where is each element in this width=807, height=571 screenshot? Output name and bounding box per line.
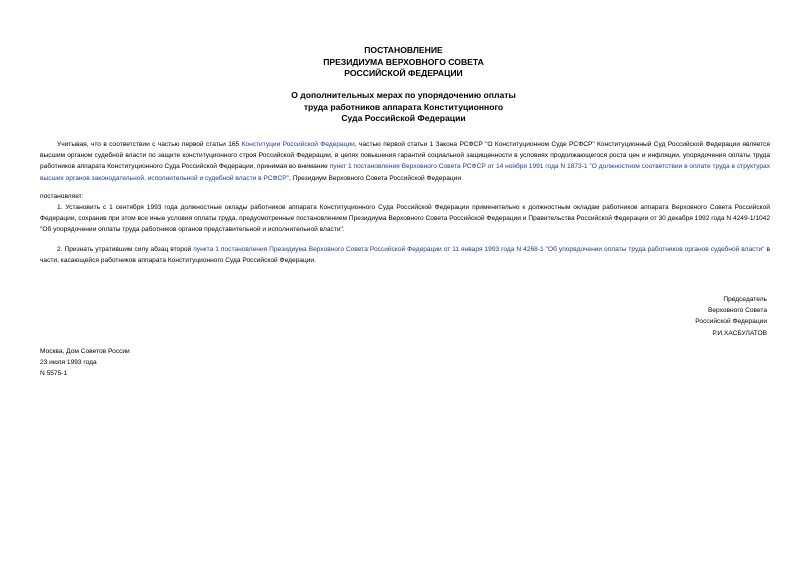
issuer-line-2: РОССИЙСКОЙ ФЕДЕРАЦИИ: [344, 68, 463, 78]
place-date-block: [40, 346, 130, 380]
resolution-1873-link[interactable]: пункт 1 постановления Верховного Совета РСФСР от 14 ноября 1991 года N 1873-1 "О должностном соответствии в оплате труда в структурах высших органов законодательной, исполнительной и судебной власти в РСФСР": [40, 163, 770, 182]
document-header: [0, 45, 807, 80]
preamble-text-3: , Президиум Верховного Совета Российской Федерации: [289, 174, 462, 182]
item-2-text-2: в части, касающейся работников аппарата Конституционного Суда Российской Федерации.: [40, 245, 770, 264]
item-2-text-1: 2. Признать утратившим силу абзац второй: [57, 245, 194, 253]
item-1-paragraph: 1. Установить с 1 сентября 1993 года должностные оклады работников аппарата Конституционного Суда Российской Федерации применительно к должностным окладам работников аппарата Верховного Совета Российской Федерации, сохранив при этом все иные условия оплаты труда, предусмотренные постановлением Президиума Верховного Совета Российской Федерации и Правительства Российской Федерации от 30 декабря 1992 года N 4249-1/1042 "Об упорядочении оплаты труда работников органов представительной и исполнительной власти".: [40, 204, 770, 234]
signature-line-1: Председатель: [723, 296, 767, 303]
document-body: [40, 139, 770, 266]
preamble-paragraph: [40, 139, 770, 184]
title-line-1: О дополнительных мерах по упорядочению оплаты: [291, 90, 516, 100]
title-line-2: труда работников аппарата Конституционного: [303, 101, 504, 112]
item-2-paragraph: [40, 244, 770, 266]
signature-block: [695, 294, 767, 339]
preamble-text-1: Учитывая, что в соответствии с частью первой статьи 165: [57, 141, 242, 148]
signatory-name: Р.И.ХАСБУЛАТОВ: [712, 329, 767, 337]
constitution-link[interactable]: Конституции Российской Федерации: [241, 141, 355, 148]
document-title: [0, 90, 807, 125]
date: 23 июля 1993 года: [40, 359, 97, 367]
signature-line-3: Российской Федерации: [695, 318, 767, 326]
preamble-text-2: , частью первой статьи 1 Закона РСФСР "О Конституционном Суде РСФСР" Конституционный Суд Российской Федерации является высшим органом судебной власти по защите конституционного строя Российской Федерации, в целях повышения гарантий социальной защищенности в условиях продолжающегося роста цен и инфляции, упорядочения оплаты труда работников аппарата Конституционного Суда Российской Федерации, принимая во внимание: [40, 141, 771, 171]
place: Москва, Дом Советов России: [40, 348, 130, 355]
document-number: N 5575-1: [40, 370, 68, 378]
signature-line-2: Верховного Совета: [707, 307, 767, 315]
title-line-3: Суда Российской Федерации: [341, 113, 466, 123]
doc-type: ПОСТАНОВЛЕНИЕ: [364, 45, 443, 55]
issuer-line-1: ПРЕЗИДИУМА ВЕРХОВНОГО СОВЕТА: [323, 56, 484, 67]
decree-word: постановляет:: [40, 192, 84, 200]
resolution-4268-link[interactable]: пункта 1 постановления Президиума Верховного Совета Российской Федерации от 11 января 1993 года N 4268-1 "Об упорядочении оплаты труда работников органов судебной власти": [193, 245, 765, 253]
